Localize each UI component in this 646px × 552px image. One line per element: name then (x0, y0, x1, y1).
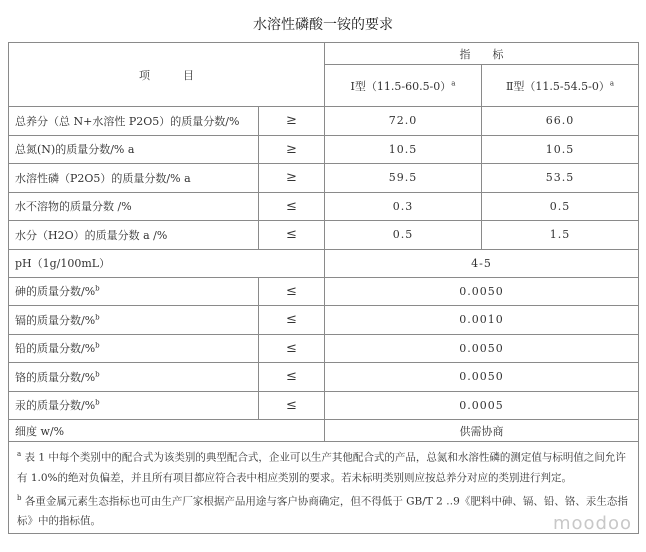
table-row (9, 420, 639, 442)
fineness-label: 细度 w/% (9, 420, 325, 442)
row-label: 水溶性磷（P2O5）的质量分数/% a (9, 164, 259, 193)
row-operator: ≥ (259, 164, 325, 193)
row-label: 总氮(N)的质量分数/% a (9, 135, 259, 164)
row-label: 水分（H2O）的质量分数 a /% (9, 221, 259, 250)
ph-value: 4-5 (325, 249, 639, 277)
row-value-type2: 66.0 (482, 107, 639, 136)
table-row (9, 192, 639, 221)
table-row (9, 135, 639, 164)
row-label: 汞的质量分数/%$^b$ (9, 391, 259, 420)
row-operator: ≤ (259, 334, 325, 363)
table-row (9, 334, 639, 363)
row-value: 0.0005 (325, 391, 639, 420)
row-value-type1: 59.5 (325, 164, 482, 193)
row-label: 总养分（总 N+水溶性 P2O5）的质量分数/% (9, 107, 259, 136)
fineness-value: 供需协商 (325, 420, 639, 442)
row-operator: ≤ (259, 192, 325, 221)
row-label: 砷的质量分数/%$^b$ (9, 277, 259, 306)
row-operator: ≥ (259, 107, 325, 136)
row-operator: ≤ (259, 221, 325, 250)
table-row (9, 306, 639, 335)
notes-row (9, 442, 639, 534)
row-value-type2: 0.5 (482, 192, 639, 221)
row-value: 0.0050 (325, 277, 639, 306)
row-value: 0.0010 (325, 306, 639, 335)
requirements-table (8, 42, 639, 534)
row-value: 0.0050 (325, 363, 639, 392)
table-row (9, 164, 639, 193)
row-label: 铅的质量分数/%$^b$ (9, 334, 259, 363)
note-b: $^b$ 各重金属元素生态指标也可由生产厂家根据产品用途与客户协商确定，但不得低于 GB/T 2 ‥9《肥料中砷、镉、铅、铬、汞生态指标》中的指标值。 (17, 493, 628, 527)
table-notes (9, 442, 639, 534)
row-value-type2: 10.5 (482, 135, 639, 164)
row-value-type1: 10.5 (325, 135, 482, 164)
row-value: 0.0050 (325, 334, 639, 363)
watermark: moodoo (552, 513, 632, 534)
row-label: 铬的质量分数/%$^b$ (9, 363, 259, 392)
header-type1: Ⅰ型$(11.5-60.5-0)^a$ (325, 65, 482, 107)
table-row (9, 221, 639, 250)
note-a: $^a$ 表 1 中每个类别中的配合式为该类别的典型配合式，企业可以生产其他配合式的产品，总氮和水溶性磷的测定值与标明值之间允许有 1.0%的绝对负偏差，并且所有项目都应符合表中相应类别的要求。若未标明类别则应按总养分对应的类别进行判定。 (17, 450, 626, 484)
row-operator: ≤ (259, 391, 325, 420)
row-value-type1: 72.0 (325, 107, 482, 136)
row-value-type1: 0.3 (325, 192, 482, 221)
header-item: 项 目 (9, 43, 325, 107)
row-operator: ≤ (259, 277, 325, 306)
row-label: 水不溶物的质量分数 /% (9, 192, 259, 221)
row-value-type2: 1.5 (482, 221, 639, 250)
table-row (9, 249, 639, 277)
table-row (9, 277, 639, 306)
row-operator: ≤ (259, 363, 325, 392)
row-label: 镉的质量分数/%$^b$ (9, 306, 259, 335)
table-row (9, 391, 639, 420)
header-indicator: 指 标 (325, 43, 639, 65)
row-operator: ≤ (259, 306, 325, 335)
page-title: 水溶性磷酸一铵的要求 (253, 17, 393, 33)
row-value-type2: 53.5 (482, 164, 639, 193)
table-row (9, 107, 639, 136)
table-row (9, 363, 639, 392)
header-type2: Ⅱ型$(11.5-54.5-0)^a$ (482, 65, 639, 107)
row-value-type1: 0.5 (325, 221, 482, 250)
ph-label: pH（1g/100mL） (9, 249, 325, 277)
row-operator: ≥ (259, 135, 325, 164)
